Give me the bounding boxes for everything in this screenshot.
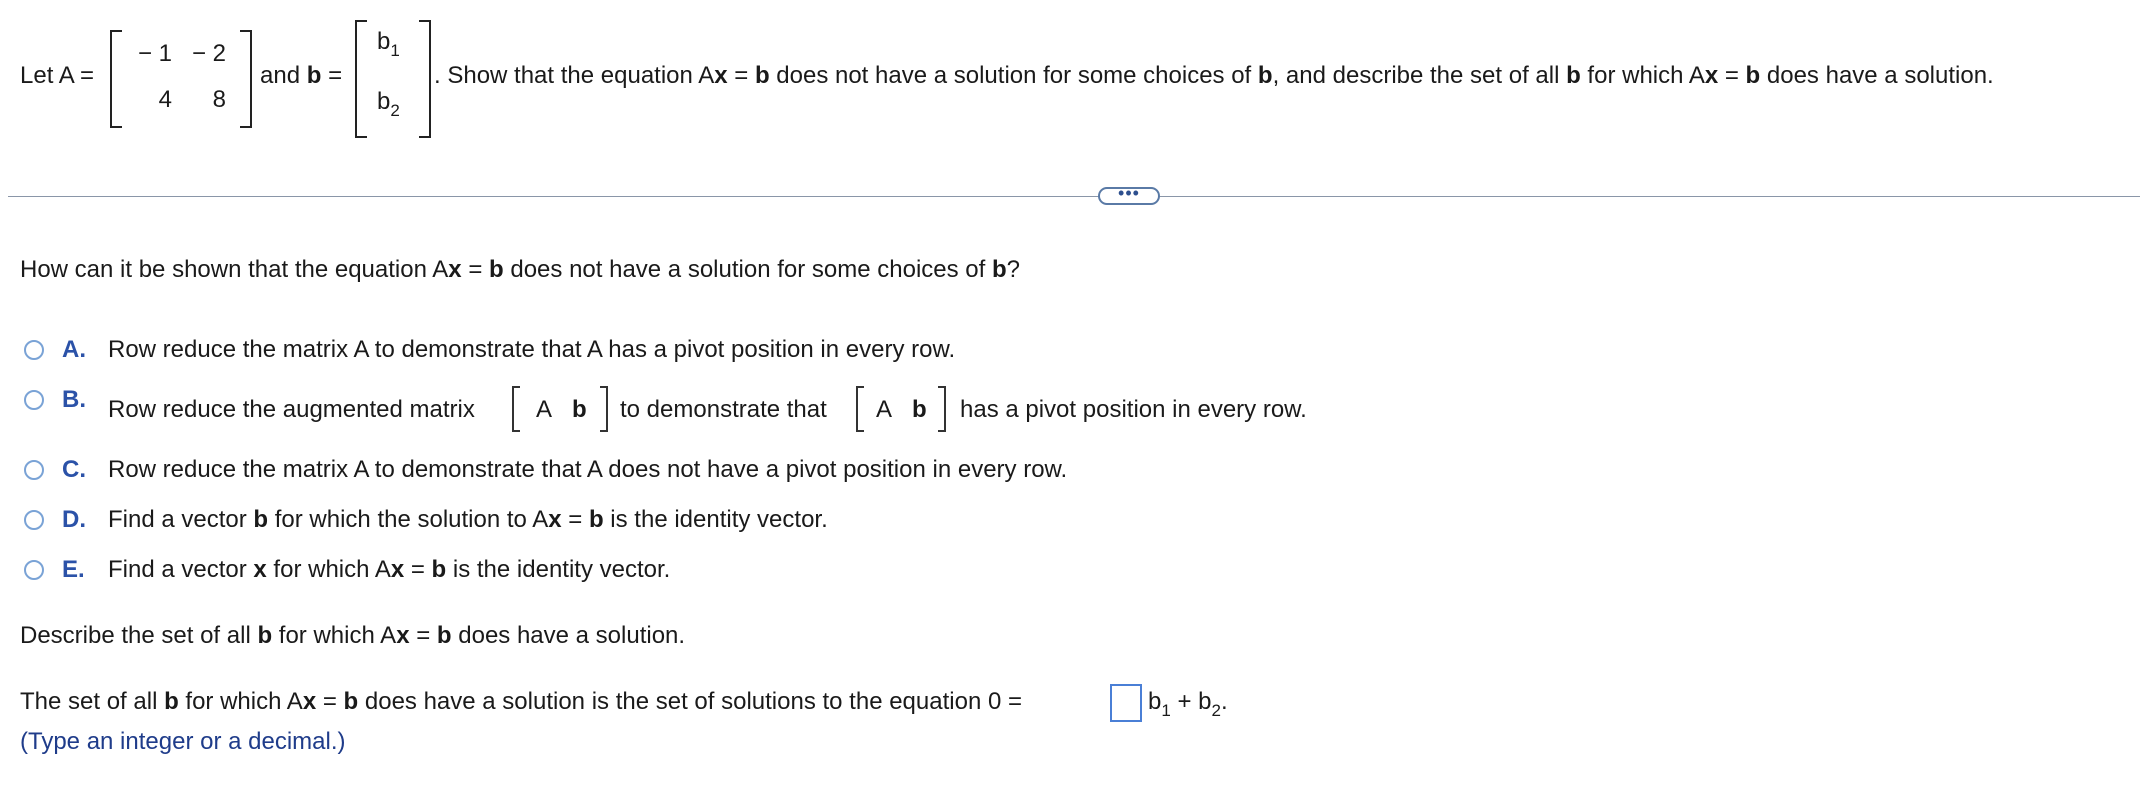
matrix-A-cell: 8 <box>212 86 226 113</box>
show-more-button[interactable]: ••• <box>1098 187 1160 205</box>
option-b-text-2[interactable]: to demonstrate that <box>620 396 827 423</box>
matrix-A-cell: − 1 <box>137 40 172 67</box>
let-label: Let A = <box>20 62 95 89</box>
input-hint: (Type an integer or a decimal.) <box>20 728 346 755</box>
option-e-radio[interactable] <box>24 560 44 580</box>
option-c-letter: C. <box>62 456 86 483</box>
problem-statement: . Show that the equation Ax = b does not have a solution for some choices of b, and describe the set of all b for which Ax = b does have a solution. <box>434 62 1994 89</box>
option-a-letter: A. <box>62 336 86 363</box>
part1-prompt: How can it be shown that the equation Ax = b does not have a solution for some choices of b? <box>20 256 1021 283</box>
matrix-A-cell: − 2 <box>191 40 226 67</box>
option-b-text-1[interactable]: Row reduce the augmented matrix <box>108 396 475 423</box>
option-e-text[interactable]: Find a vector x for which Ax = b is the identity vector. <box>108 556 671 583</box>
option-d-letter: D. <box>62 506 86 533</box>
vector-b-entry: $b_1$ <box>377 28 400 60</box>
matrix-A <box>110 30 252 128</box>
answer-sentence: The set of all b for which Ax = b does have a solution is the set of solutions to the equation 0 = <box>20 688 1022 715</box>
option-c-text[interactable]: Row reduce the matrix A to demonstrate that A does not have a pivot position in every row. <box>108 456 1068 483</box>
and-b-label: and b = <box>260 62 343 89</box>
augmented-matrix-b: b <box>912 396 927 423</box>
part2-prompt: Describe the set of all b for which Ax = b does have a solution. <box>20 622 686 649</box>
answer-tail: $b_1 + b_2$. <box>1148 688 1228 720</box>
option-c-radio[interactable] <box>24 460 44 480</box>
coefficient-input[interactable] <box>1110 684 1142 722</box>
section-divider <box>8 196 2140 197</box>
option-b-radio[interactable] <box>24 390 44 410</box>
option-d-radio[interactable] <box>24 510 44 530</box>
option-b-letter: B. <box>62 386 86 413</box>
augmented-matrix-b: b <box>572 396 587 423</box>
option-d-text[interactable]: Find a vector b for which the solution to Ax = b is the identity vector. <box>108 506 828 533</box>
option-a-text[interactable]: Row reduce the matrix A to demonstrate that A has a pivot position in every row. <box>108 336 956 363</box>
option-b-text-3[interactable]: has a pivot position in every row. <box>960 396 1307 423</box>
option-a-radio[interactable] <box>24 340 44 360</box>
augmented-matrix-A: A <box>536 396 553 423</box>
vector-b-entry: $b_2$ <box>377 88 400 120</box>
vector-b <box>355 20 431 138</box>
option-e-letter: E. <box>62 556 85 583</box>
matrix-A-cell: 4 <box>158 86 172 113</box>
augmented-matrix-A: A <box>876 396 893 423</box>
